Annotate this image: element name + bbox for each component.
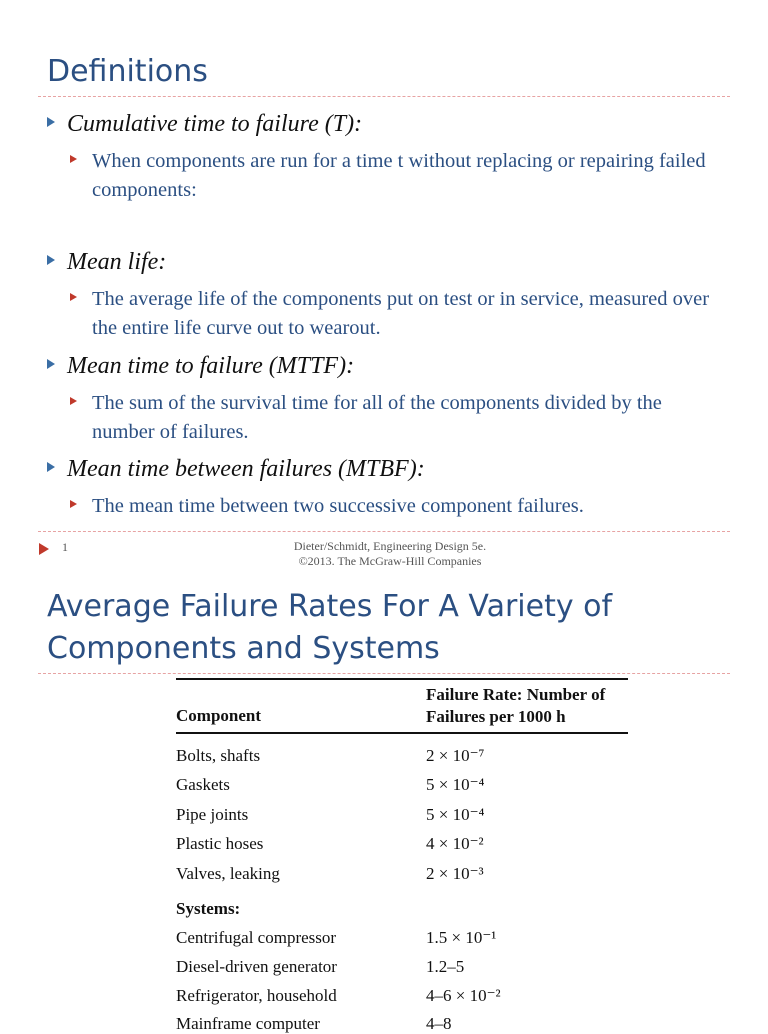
sub-bullet-arrow-icon [70,293,77,301]
table-row-system: Diesel-driven generator [176,957,337,976]
term-text: Mean time between failures (MTBF): [67,456,425,482]
footer-divider [38,531,730,532]
bullet-term-3 [47,353,354,380]
citation-line-2: ©2013. The McGraw-Hill Companies [298,554,482,568]
table-row-rate: 1.5 × 10⁻¹ [426,928,497,947]
column-header-rate [426,684,636,728]
bullet-desc-1 [70,147,710,205]
sub-bullet-arrow-icon [70,397,77,405]
footer-arrow-icon [39,543,49,555]
table-row-component: Pipe joints [176,805,249,824]
bullet-arrow-icon [47,359,55,369]
table-row-system: Mainframe computer [176,1014,320,1033]
desc-text: When components are run for a time t without replacing or repairing failed components: [92,150,706,201]
title2-divider [38,673,730,674]
systems-section-label: Systems: [176,899,241,918]
table-row-rate: 4 × 10⁻² [426,834,484,853]
title-divider [38,96,730,97]
rate-header-line-2: Failures per 1000 h [426,707,566,726]
table-row-rate: 5 × 10⁻⁴ [426,775,485,794]
table-row-component: Valves, leaking [176,864,280,883]
table-row-rate: 1.2–5 [426,957,465,976]
bullet-desc-3 [70,389,710,447]
table-row-component: Gaskets [176,775,230,794]
table-header-rule [176,732,628,734]
desc-text: The average life of the components put on test or in service, measured over the entire life curve out to wearout. [92,288,710,339]
table-row-system: Centrifugal compressor [176,928,337,947]
table-row-system: Refrigerator, household [176,986,337,1005]
table-row-rate: 2 × 10⁻⁷ [426,746,485,765]
bullet-arrow-icon [47,462,55,472]
bullet-desc-4 [70,492,710,521]
table-row-component: Plastic hoses [176,834,264,853]
slide2-title: Average Failure Rates For A Variety of Components and Systems [47,589,613,666]
citation [220,539,560,569]
bullet-arrow-icon [47,255,55,265]
sub-bullet-arrow-icon [70,500,77,508]
term-text: Mean time to failure (MTTF): [67,353,355,379]
bullet-desc-2 [70,285,710,343]
term-text: Cumulative time to failure (T): [67,111,363,137]
table-row-component: Bolts, shafts [176,746,261,765]
bullet-arrow-icon [47,117,55,127]
citation-line-1: Dieter/Schmidt, Engineering Design 5e. [293,539,487,553]
page-number: 1 [62,540,68,554]
desc-text: The mean time between two successive component failures. [92,495,584,517]
bullet-term-1 [47,111,362,138]
slide1-title: Definitions [47,54,208,89]
desc-text: The sum of the survival time for all of the components divided by the number of failures. [92,392,662,443]
table-row-rate: 2 × 10⁻³ [426,864,484,883]
column-header-component: Component [176,706,262,725]
sub-bullet-arrow-icon [70,155,77,163]
table-top-rule [176,678,628,680]
table-row-rate: 4–6 × 10⁻² [426,986,501,1005]
table-row-rate: 5 × 10⁻⁴ [426,805,485,824]
bullet-term-4 [47,456,425,483]
table-row-rate: 4–8 [426,1014,452,1033]
rate-header-line-1: Failure Rate: Number of [426,685,606,704]
bullet-term-2 [47,249,166,276]
term-text: Mean life: [67,249,167,275]
